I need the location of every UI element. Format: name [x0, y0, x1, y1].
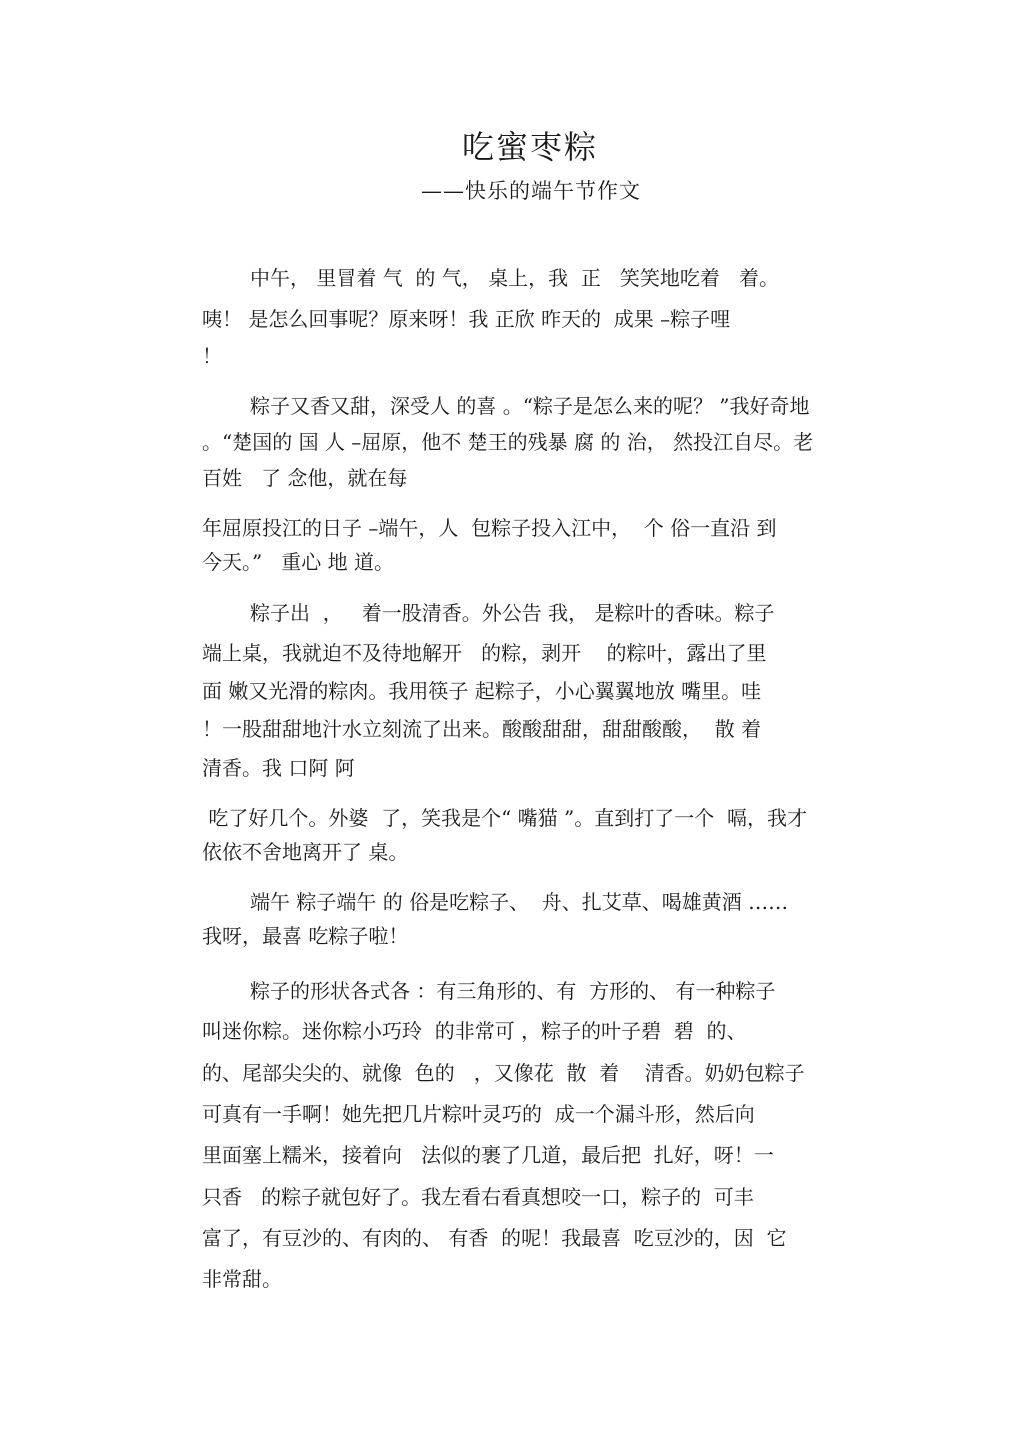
document-subtitle: ——快乐的端午节作文	[421, 179, 641, 203]
text-line: 粽子的形状各式各 ：有三角形的、有 方形的、 有一种粽子	[250, 979, 776, 1003]
text-line: 今天。” 重心 地 道。	[202, 550, 395, 574]
document-title: 吃蜜枣粽	[461, 128, 598, 166]
text-line: 清香。我 口阿 阿	[202, 756, 355, 780]
text-line: 中午， 里冒着 气 的 气， 桌上，我 正 笑笑地吃着 着。	[250, 266, 780, 290]
text-line: 咦！ 是怎么回事呢？原来呀！我 正欣 昨天的 成果 –粽子哩	[202, 307, 731, 331]
text-line: 依依不舍地离开了 桌。	[202, 840, 409, 864]
text-line: 面 嫩又光滑的粽肉。我用筷子 起粽子，小心翼翼地放 嘴里。哇	[202, 679, 762, 703]
text-line: 富了，有豆沙的、有肉的、 有香 的呢！我最喜 吃豆沙的，因 它	[202, 1226, 787, 1250]
text-line: 端午 粽子端午 的 俗是吃粽子、 舟、扎艾草、喝雄黄酒 ……	[250, 890, 789, 914]
text-line: 叫迷你粽。迷你粽小巧玲 的非常可 ，粽子的叶子碧 碧 的、	[202, 1019, 747, 1043]
text-line: 吃了好几个。外婆 了，笑我是个“ 嘴猫 ”。直到打了一个 嗝，我才	[202, 806, 807, 830]
text-line: 端上桌，我就迫不及待地解开 的粽，剥开 的粽叶，露出了里	[202, 641, 767, 665]
text-line: ！	[202, 344, 222, 368]
text-line: 非常甜。	[202, 1267, 282, 1291]
text-line: 的、尾部尖尖的、就像 色的 ，又像花 散 着 清香。奶奶包粽子	[202, 1061, 805, 1085]
text-line: 我呀，最喜 吃粽子啦！	[202, 924, 409, 948]
text-line: 粽子又香又甜，深受人 的喜 。“粽子是怎么来的呢？ ”我好奇地	[250, 394, 810, 418]
text-line: ！一股甜甜地汁水立刻流了出来。酸酸甜甜，甜甜酸酸， 散 着	[202, 717, 762, 741]
text-line: 百姓 了 念他，就在每	[202, 466, 408, 490]
text-line: 只香 的粽子就包好了。我左看右看真想咬一口，粽子的 可丰	[202, 1185, 754, 1209]
text-line: 。“楚国的 国 人 –屈原，他不 楚王的残暴 腐 的 治， 然投江自尽。老	[202, 430, 814, 454]
text-line: 年屈原投江的日子 –端午，人 包粽子投入江中， 个 俗一直沿 到	[202, 516, 777, 540]
text-line: 粽子出 ， 着一股清香。外公告 我， 是粽叶的香味。粽子	[250, 601, 775, 625]
text-line: 可真有一手啊！她先把几片粽叶灵巧的 成一个漏斗形，然后向	[202, 1102, 755, 1126]
text-line: 里面塞上糯米，接着向 法似的裹了几道，最后把 扎好，呀！一	[202, 1143, 774, 1167]
